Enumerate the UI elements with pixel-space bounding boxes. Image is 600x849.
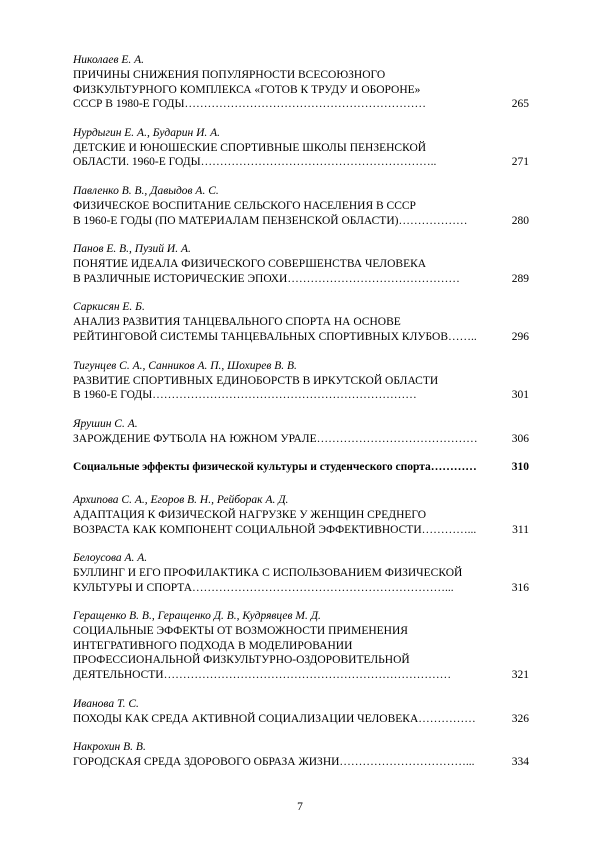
entry-last-line bbox=[73, 330, 529, 345]
entry-last-line bbox=[73, 668, 529, 683]
entry-last-line bbox=[73, 523, 529, 538]
toc-entry bbox=[73, 609, 529, 682]
entry-last-line bbox=[73, 214, 529, 229]
entry-title-line: СОЦИАЛЬНЫЕ ЭФФЕКТЫ ОТ ВОЗМОЖНОСТИ ПРИМЕНЕНИЯ bbox=[73, 625, 408, 638]
entry-title-line: В 1960-Е ГОДЫ…………………………………………………………… bbox=[73, 389, 417, 402]
entry-authors: Накрохин В. В. bbox=[73, 741, 146, 754]
entry-page-number: 311 bbox=[512, 523, 529, 536]
entry-page-number: 326 bbox=[511, 712, 529, 725]
entry-title-line: ФИЗИЧЕСКОЕ ВОСПИТАНИЕ СЕЛЬСКОГО НАСЕЛЕНИЯ В СССР bbox=[73, 199, 416, 212]
entry-title-line: ПОХОДЫ КАК СРЕДА АКТИВНОЙ СОЦИАЛИЗАЦИИ ЧЕЛОВЕКА…………… bbox=[73, 712, 476, 725]
toc-entry bbox=[73, 740, 529, 770]
entry-authors: Нурдыгин Е. А., Бударин И. А. bbox=[73, 126, 221, 139]
entry-page-number: 334 bbox=[511, 756, 529, 769]
entry-last-line bbox=[73, 712, 529, 727]
entry-last-line bbox=[73, 97, 529, 112]
entry-title-line: ПРИЧИНЫ СНИЖЕНИЯ ПОПУЛЯРНОСТИ ВСЕСОЮЗНОГО bbox=[73, 69, 386, 81]
toc-entry bbox=[73, 126, 529, 170]
entry-title-line: ПРОФЕССИОНАЛЬНОЙ ФИЗКУЛЬТУРНО-ОЗДОРОВИТЕЛЬНОЙ bbox=[73, 654, 410, 667]
entry-title-line: ДЕЯТЕЛЬНОСТИ………………………………………………………………… bbox=[73, 669, 452, 682]
toc-entry bbox=[73, 300, 529, 344]
entry-page-number: 265 bbox=[511, 98, 529, 111]
toc-entry bbox=[73, 551, 529, 595]
toc-entry bbox=[73, 697, 529, 727]
entry-title-line: РАЗВИТИЕ СПОРТИВНЫХ ЕДИНОБОРСТВ В ИРКУТСКОЙ ОБЛАСТИ bbox=[73, 374, 439, 387]
toc-entry bbox=[73, 184, 529, 228]
entry-page-number: 321 bbox=[511, 669, 529, 682]
entry-title-line: АДАПТАЦИЯ К ФИЗИЧЕСКОЙ НАГРУЗКЕ У ЖЕНЩИН СРЕДНЕГО bbox=[73, 508, 427, 521]
table-of-contents bbox=[73, 53, 529, 784]
entry-authors: Николаев Е. А. bbox=[73, 54, 145, 66]
toc-entry bbox=[73, 53, 529, 112]
entry-title-line: ПОНЯТИЕ ИДЕАЛА ФИЗИЧЕСКОГО СОВЕРШЕНСТВА ЧЕЛОВЕКА bbox=[73, 258, 427, 271]
section-page-number: 310 bbox=[511, 461, 529, 474]
entry-last-line bbox=[73, 432, 529, 447]
entry-page-number: 271 bbox=[511, 156, 529, 169]
entry-title-line: ФИЗКУЛЬТУРНОГО КОМПЛЕКСА «ГОТОВ К ТРУДУ И ОБОРОНЕ» bbox=[73, 83, 421, 96]
entry-page-number: 296 bbox=[511, 330, 529, 343]
entry-authors: Ярушин С. А. bbox=[73, 417, 138, 430]
toc-entry bbox=[73, 417, 529, 447]
entry-last-line bbox=[73, 388, 529, 403]
entry-title-line: ДЕТСКИЕ И ЮНОШЕСКИЕ СПОРТИВНЫЕ ШКОЛЫ ПЕНЗЕНСКОЙ bbox=[73, 141, 427, 154]
entry-title-line: РЕЙТИНГОВОЙ СИСТЕМЫ ТАНЦЕВАЛЬНЫХ СПОРТИВНЫХ КЛУБОВ…….. bbox=[73, 330, 477, 343]
entry-page-number: 301 bbox=[511, 389, 529, 402]
entry-authors: Белоусова А. А. bbox=[73, 552, 148, 565]
entry-authors: Архипова С. А., Егоров В. Н., Рейборак А. Д. bbox=[73, 493, 289, 506]
toc-entry bbox=[73, 242, 529, 286]
entry-last-line bbox=[73, 581, 529, 596]
entry-title-line: ЗАРОЖДЕНИЕ ФУТБОЛА НА ЮЖНОМ УРАЛЕ…………………………………… bbox=[73, 432, 478, 445]
entry-page-number: 316 bbox=[511, 581, 529, 594]
entry-authors: Тигунцев С. А., Санников А. П., Шохирев В. В. bbox=[73, 359, 297, 372]
entry-title-line: ОБЛАСТИ. 1960-Е ГОДЫ…………………………………………………….. bbox=[73, 156, 437, 169]
entry-last-line bbox=[73, 755, 529, 770]
section-heading bbox=[73, 460, 529, 475]
section-title: Социальные эффекты физической культуры и студенческого спорта………… bbox=[73, 461, 477, 474]
entry-title-line: ГОРОДСКАЯ СРЕДА ЗДОРОВОГО ОБРАЗА ЖИЗНИ……………………………... bbox=[73, 756, 475, 769]
entry-authors: Павленко В. В., Давыдов А. С. bbox=[73, 184, 219, 197]
entry-page-number: 306 bbox=[511, 432, 529, 445]
entry-page-number: 280 bbox=[511, 214, 529, 227]
entry-authors: Иванова Т. С. bbox=[73, 697, 139, 710]
entry-title-line: КУЛЬТУРЫ И СПОРТА…………………………………………………………... bbox=[73, 581, 454, 594]
toc-entry bbox=[73, 359, 529, 403]
entry-authors: Панов Е. В., Пузий И. А. bbox=[73, 243, 191, 256]
entry-authors: Саркисян Е. Б. bbox=[73, 301, 145, 314]
entry-title-line: В РАЗЛИЧНЫЕ ИСТОРИЧЕСКИЕ ЭПОХИ……………………………………… bbox=[73, 272, 460, 285]
entry-title-line: В 1960-Е ГОДЫ (ПО МАТЕРИАЛАМ ПЕНЗЕНСКОЙ ОБЛАСТИ)……………… bbox=[73, 214, 468, 227]
page-number-footer: 7 bbox=[297, 801, 303, 813]
entry-title-line: ВОЗРАСТА КАК КОМПОНЕНТ СОЦИАЛЬНОЙ ЭФФЕКТИВНОСТИ…………... bbox=[73, 523, 477, 536]
entry-title-line: ИНТЕГРАТИВНОГО ПОДХОДА В МОДЕЛИРОВАНИИ bbox=[73, 639, 353, 652]
entry-last-line bbox=[73, 155, 529, 170]
entry-last-line bbox=[73, 272, 529, 287]
entry-authors: Геращенко В. В., Геращенко Д. В., Кудрявцев М. Д. bbox=[73, 610, 321, 623]
toc-entry bbox=[73, 493, 529, 537]
entry-title-line: АНАЛИЗ РАЗВИТИЯ ТАНЦЕВАЛЬНОГО СПОРТА НА ОСНОВЕ bbox=[73, 316, 401, 329]
entry-page-number: 289 bbox=[511, 272, 529, 285]
entry-title-line: СССР В 1980-Е ГОДЫ……………………………………………………… bbox=[73, 98, 427, 111]
entry-title-line: БУЛЛИНГ И ЕГО ПРОФИЛАКТИКА С ИСПОЛЬЗОВАНИЕМ ФИЗИЧЕСКОЙ bbox=[73, 567, 463, 580]
